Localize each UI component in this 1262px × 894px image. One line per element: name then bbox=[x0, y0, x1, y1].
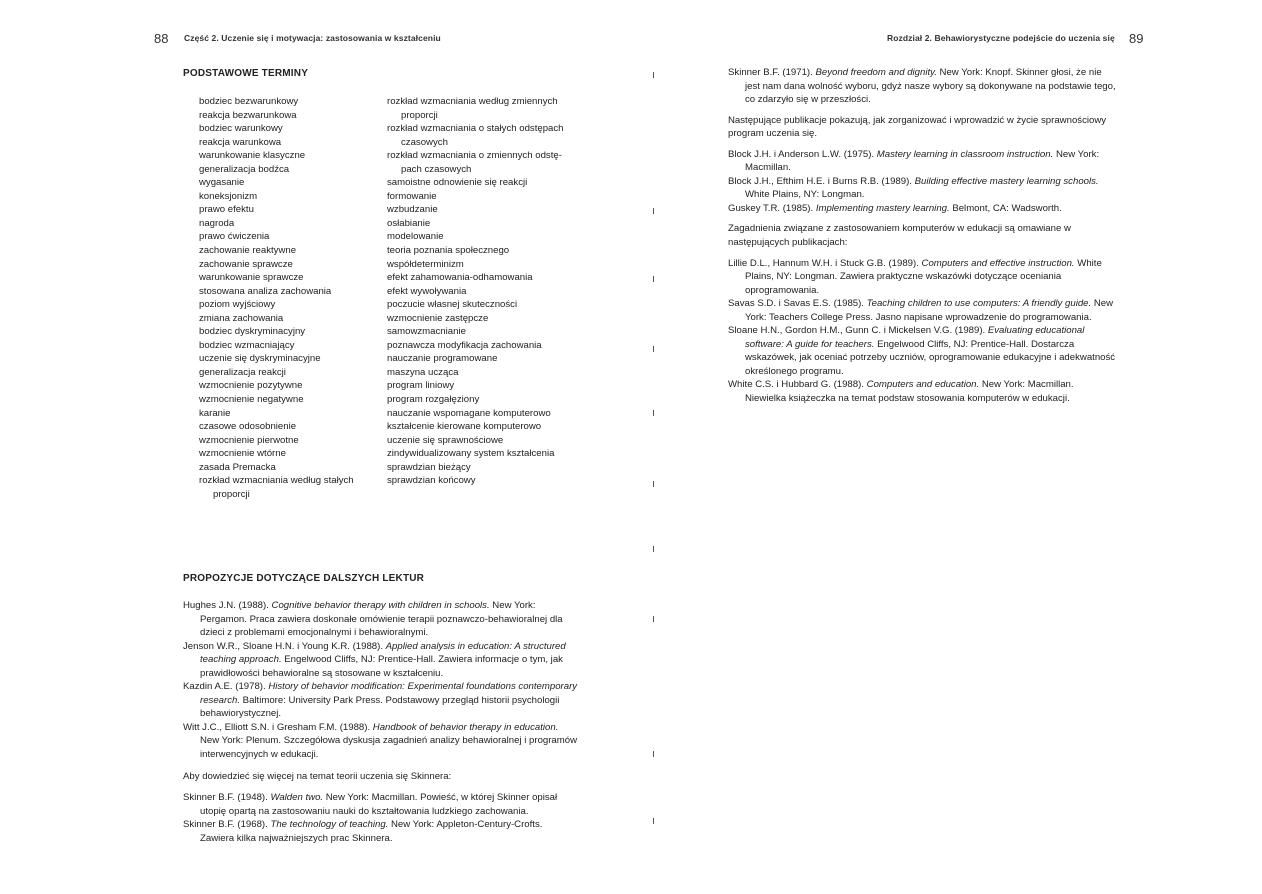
reference-entry bbox=[728, 257, 1116, 298]
key-term-line: efekt wywoływania bbox=[387, 285, 467, 297]
further-reading-title: PROPOZYCJE DOTYCZĄCE DALSZYCH LEKTUR bbox=[183, 573, 425, 584]
reference-note: White Plains, NY: Longman. bbox=[745, 189, 865, 201]
key-term: reakcja bezwarunkowa bbox=[199, 109, 297, 121]
key-term: wygasanie bbox=[199, 177, 245, 189]
key-term: poziom wyjściowy bbox=[199, 299, 276, 311]
reference-author: White C.S. i Hubbard G. (1988). bbox=[728, 379, 867, 391]
key-term: warunkowanie sprawcze bbox=[199, 272, 304, 284]
reference-title: Building effective mastery learning schools. bbox=[914, 175, 1099, 187]
right-reading-list bbox=[728, 66, 1116, 406]
key-term: uczenie się dyskryminacyjne bbox=[199, 353, 321, 365]
key-term: czasowe odosobnienie bbox=[199, 421, 297, 433]
reference-entry bbox=[183, 599, 579, 640]
key-term bbox=[199, 474, 379, 501]
reference-entry bbox=[728, 148, 1116, 175]
reference-title: History of behavior modification: Experimental foundations contemporary research. bbox=[200, 681, 578, 706]
reference-note: Baltimore: University Park Press. Podstawowy przegląd historii psychologii behawiorystycznej. bbox=[200, 694, 560, 720]
key-term bbox=[387, 285, 587, 299]
reference-note: New York: Appleton-Century-Crofts. Zawiera kilka najważniejszych prac Skinnera. bbox=[200, 819, 543, 844]
reference-author: Block J.H. i Anderson L.W. (1975). bbox=[728, 148, 877, 160]
reference-entry bbox=[728, 66, 1116, 107]
key-term-line: samoistne odnowienie się reakcji bbox=[387, 177, 528, 189]
reference-entry bbox=[728, 175, 1116, 202]
key-term-line: rozkład wzmacniania o stałych odstępach bbox=[387, 123, 564, 135]
key-term: bodziec warunkowy bbox=[199, 123, 283, 135]
reference-note: New York: Knopf. Skinner głosi, że nie jest nam dana wolność wyboru, gdyż nasze wybory są dokonywane na podstawie tego, co zdarzyło się w przeszłości. bbox=[745, 67, 1116, 106]
reference-author: Savas S.D. i Savas E.S. (1985). bbox=[728, 298, 867, 310]
key-term bbox=[387, 420, 587, 434]
reference-entry bbox=[183, 791, 579, 818]
key-term-line: rozkład wzmacniania według stałych bbox=[199, 475, 354, 487]
key-term bbox=[387, 298, 587, 312]
reference-entry bbox=[728, 297, 1116, 324]
reference-author: Guskey T.R. (1985). bbox=[728, 202, 816, 214]
reference-author: Sloane H.N., Gordon H.M., Gunn C. i Mickelsen V.G. (1989). bbox=[728, 325, 988, 337]
key-term: wzmocnienie wtórne bbox=[199, 448, 286, 460]
key-term-line: samowzmacnianie bbox=[387, 326, 466, 338]
reference-note: New York: Macmillan. bbox=[745, 148, 1100, 174]
running-head: Rozdział 2. Behawiorystyczne podejście do uczenia się bbox=[887, 33, 1115, 43]
right-page bbox=[631, 0, 1262, 894]
key-term: bodziec dyskryminacyjny bbox=[199, 326, 306, 338]
reference-entry bbox=[183, 818, 579, 845]
key-term bbox=[387, 230, 587, 244]
key-term-continuation: proporcji bbox=[401, 109, 438, 121]
key-term-line: teoria poznania społecznego bbox=[387, 245, 510, 257]
mastery-intro: Następujące publikacje pokazują, jak zorganizować i wprowadzić w życie sprawnościowy program uczenia się. bbox=[728, 114, 1107, 140]
further-reading-list bbox=[183, 599, 579, 845]
key-term bbox=[387, 474, 587, 488]
reference-entry bbox=[183, 640, 579, 681]
key-term: reakcja warunkowa bbox=[199, 136, 282, 148]
key-term-line: sprawdzian końcowy bbox=[387, 475, 476, 487]
key-term bbox=[387, 203, 587, 217]
reference-title: Implementing mastery learning. bbox=[815, 202, 950, 214]
key-term bbox=[387, 407, 587, 421]
reference-note: New York: Macmillan. Niewielka książeczka na temat podstaw stosowania komputerów w edukacji. bbox=[745, 379, 1074, 405]
reference-author: Hughes J.N. (1988). bbox=[183, 600, 272, 611]
reference-entry bbox=[728, 324, 1116, 378]
computer-intro: Zagadnienia związane z zastosowaniem komputerów w edukacji są omawiane w następujących publikacjach: bbox=[728, 223, 1071, 249]
reference-note: Engelwood Cliffs, NJ: Prentice-Hall. Zawiera informacje o tym, jak prawidłowości behawioralne są stosowane w kształceniu. bbox=[200, 654, 563, 679]
key-term-line: kształcenie kierowane komputerowo bbox=[387, 421, 542, 433]
reference-title: Walden two. bbox=[270, 792, 324, 804]
key-term: wzmocnienie pierwotne bbox=[199, 434, 299, 446]
key-term bbox=[387, 217, 587, 231]
reference-title: The technology of teaching. bbox=[270, 819, 389, 831]
page-number: 88 bbox=[154, 31, 169, 46]
reference-title: Applied analysis in education: A structured teaching approach. bbox=[200, 640, 566, 666]
key-terms-title: PODSTAWOWE TERMINY bbox=[183, 68, 309, 79]
reference-note: Engelwood Cliffs, NJ: Prentice-Hall. Dostarcza wskazówek, jak oceniać potrzeby uczniów, oprogramowanie edukacyjne i adekwatność określonego programu. bbox=[745, 338, 1116, 377]
key-term-line: uczenie się sprawnościowe bbox=[387, 434, 504, 446]
reference-title: Teaching children to use computers: A friendly guide. bbox=[866, 298, 1092, 310]
key-term bbox=[387, 393, 587, 407]
key-term: stosowana analiza zachowania bbox=[199, 285, 332, 297]
reference-author: Skinner B.F. (1971). bbox=[728, 67, 816, 78]
reference-entry bbox=[183, 680, 579, 721]
page-number: 89 bbox=[1129, 31, 1144, 46]
key-term: bodziec wzmacniający bbox=[199, 339, 295, 351]
key-term bbox=[387, 149, 587, 176]
key-term-line: sprawdzian bieżący bbox=[387, 461, 471, 473]
key-term-line: program liniowy bbox=[387, 380, 455, 392]
key-term: zmiana zachowania bbox=[199, 312, 284, 324]
key-term: wzmocnienie negatywne bbox=[199, 394, 304, 406]
key-term-line: wzbudzanie bbox=[387, 204, 438, 216]
key-term-line: poznawcza modyfikacja zachowania bbox=[387, 339, 542, 351]
reference-title: Cognitive behavior therapy with children in schools. bbox=[271, 600, 490, 611]
reference-title: Computers and education. bbox=[866, 379, 980, 391]
reference-author: Lillie D.L., Hannum W.H. i Stuck G.B. (1989). bbox=[728, 257, 922, 269]
key-term: warunkowanie klasyczne bbox=[199, 150, 306, 162]
key-term-line: wzmocnienie zastępcze bbox=[387, 312, 489, 324]
key-term: zasada Premacka bbox=[199, 461, 276, 473]
key-terms-column-1 bbox=[199, 95, 379, 501]
key-term: generalizacja reakcji bbox=[199, 366, 286, 378]
key-term: zachowanie reaktywne bbox=[199, 245, 297, 257]
reference-author: Skinner B.F. (1948). bbox=[183, 792, 271, 804]
key-term bbox=[387, 258, 587, 272]
key-term bbox=[387, 122, 587, 149]
key-term-line: zindywidualizowany system kształcenia bbox=[387, 448, 555, 460]
reference-author: Block J.H., Efthim H.E. i Burns R.B. (1989). bbox=[728, 175, 915, 187]
key-term-continuation: czasowych bbox=[401, 136, 448, 148]
key-term: wzmocnienie pozytywne bbox=[199, 380, 303, 392]
reference-entry bbox=[728, 202, 1116, 216]
key-term-line: osłabianie bbox=[387, 217, 431, 229]
key-term: karanie bbox=[199, 407, 231, 419]
key-term bbox=[387, 379, 587, 393]
key-term: koneksjonizm bbox=[199, 190, 258, 202]
key-term bbox=[387, 95, 587, 122]
key-term bbox=[387, 461, 587, 475]
reference-note: White Plains, NY: Longman. Zawiera praktyczne wskazówki dotyczące oceniania oprogramowania. bbox=[745, 257, 1102, 296]
reference-author: Witt J.C., Elliott S.N. i Gresham F.M. (1988). bbox=[183, 721, 373, 733]
key-term: generalizacja bodźca bbox=[199, 163, 290, 175]
key-term-line: współdeterminizm bbox=[387, 258, 464, 270]
key-terms-column-2 bbox=[387, 95, 587, 488]
reference-note: New York: Macmillan. Powieść, w której Skinner opisał utopię opartą na zastosowaniu nauki do kształtowania ludzkiego zachowania. bbox=[200, 792, 558, 817]
reference-note: New York: Pergamon. Praca zawiera doskonałe omówienie terapii poznawczo-behawioralnej dla dzieci z problemami emocjonalnymi i behawioralnymi. bbox=[200, 600, 563, 639]
reference-author: Kazdin A.E. (1978). bbox=[183, 681, 269, 693]
key-term bbox=[387, 312, 587, 326]
key-term bbox=[387, 352, 587, 366]
reference-title: Mastery learning in classroom instruction. bbox=[876, 148, 1054, 160]
key-term: bodziec bezwarunkowy bbox=[199, 96, 299, 107]
key-term-line: modelowanie bbox=[387, 231, 444, 243]
key-term bbox=[387, 325, 587, 339]
key-term-line: efekt zahamowania-odhamowania bbox=[387, 272, 533, 284]
reference-author: Jenson W.R., Sloane H.N. i Young K.R. (1988). bbox=[183, 640, 386, 652]
reference-title: Computers and effective instruction. bbox=[921, 257, 1075, 269]
key-term: nagroda bbox=[199, 217, 235, 229]
reference-note: New York: Teachers College Press. Jasno napisane wprowadzenie do programowania. bbox=[745, 298, 1114, 323]
reference-title: Evaluating educational software: A guide for teachers. bbox=[745, 325, 1085, 350]
key-term-continuation: pach czasowych bbox=[401, 163, 472, 175]
key-term bbox=[387, 339, 587, 353]
key-term bbox=[387, 366, 587, 380]
reference-note: Belmont, CA: Wadsworth. bbox=[949, 202, 1062, 214]
key-term bbox=[387, 271, 587, 285]
key-term-line: formowanie bbox=[387, 190, 437, 202]
reference-entry bbox=[728, 378, 1116, 405]
key-term bbox=[387, 434, 587, 448]
key-term bbox=[387, 176, 587, 190]
reference-title: Beyond freedom and dignity. bbox=[815, 67, 937, 78]
key-term: prawo ćwiczenia bbox=[199, 231, 270, 243]
key-term bbox=[387, 244, 587, 258]
key-term-line: poczucie własnej skuteczności bbox=[387, 299, 518, 311]
key-term-continuation: proporcji bbox=[213, 488, 250, 500]
reference-title: Handbook of behavior therapy in education. bbox=[372, 721, 559, 733]
key-term bbox=[387, 190, 587, 204]
skinner-intro: Aby dowiedzieć się więcej na temat teorii uczenia się Skinnera: bbox=[183, 770, 452, 782]
key-term-line: rozkład wzmacniania o zmiennych odstę- bbox=[387, 150, 562, 162]
reference-note: New York: Plenum. Szczegółowa dyskusja zagadnień analizy behawioralnej i programów interwencyjnych w edukacji. bbox=[200, 735, 578, 761]
key-term-line: program rozgałęziony bbox=[387, 394, 480, 406]
key-term: zachowanie sprawcze bbox=[199, 258, 293, 270]
key-term-line: rozkład wzmacniania według zmiennych bbox=[387, 96, 558, 107]
key-term bbox=[387, 447, 587, 461]
key-term-line: nauczanie programowane bbox=[387, 353, 498, 365]
key-term: prawo efektu bbox=[199, 204, 254, 216]
running-head: Część 2. Uczenie się i motywacja: zastosowania w kształceniu bbox=[184, 33, 441, 43]
reference-entry bbox=[183, 721, 579, 762]
key-term-line: nauczanie wspomagane komputerowo bbox=[387, 407, 551, 419]
key-term-line: maszyna ucząca bbox=[387, 366, 459, 378]
reference-author: Skinner B.F. (1968). bbox=[183, 819, 271, 831]
